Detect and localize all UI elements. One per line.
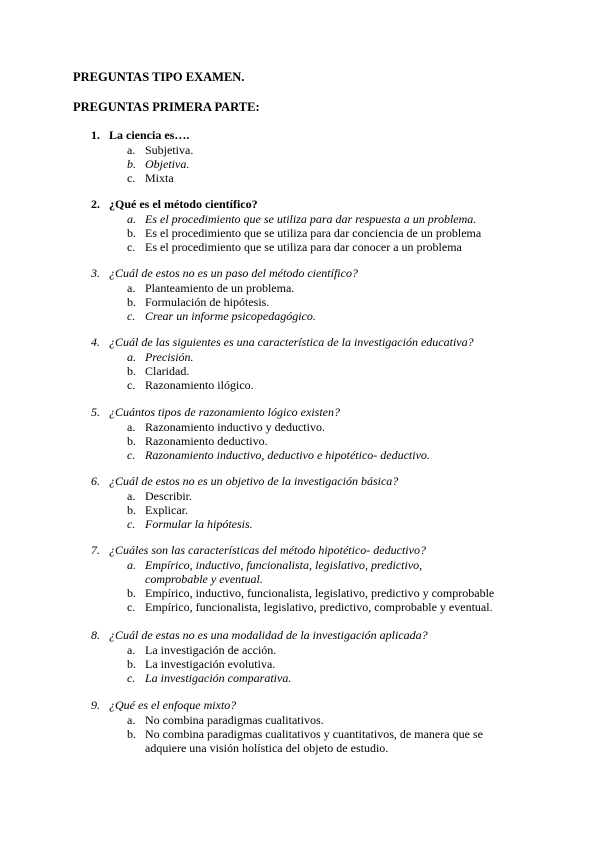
option-text: Planteamiento de un problema. (145, 281, 295, 295)
option-letter: b. (127, 157, 136, 171)
option-letter: a. (127, 281, 136, 295)
option-text: Es el procedimiento que se utiliza para dar respuesta a un problema. (145, 212, 477, 226)
question-number: 2. (91, 197, 100, 211)
option-text: Razonamiento inductivo, deductivo e hipotético- deductivo. (145, 448, 430, 462)
question-text: ¿Cuál de estas no es una modalidad de la investigación aplicada? (109, 628, 428, 642)
question-number: 4. (91, 335, 100, 349)
option-letter: b. (127, 364, 136, 378)
option-text: Crear un informe psicopedagógico. (145, 309, 316, 323)
option-letter: a. (127, 420, 136, 434)
option-text: Razonamiento inductivo y deductivo. (145, 420, 325, 434)
option-text: Razonamiento deductivo. (145, 434, 268, 448)
option-letter: c. (127, 309, 136, 323)
option-text: Precisión. (145, 350, 194, 364)
option-text: Formulación de hipótesis. (145, 295, 270, 309)
option-letter: c. (127, 240, 136, 254)
question-number: 3. (91, 266, 100, 280)
question-6 (0, 474, 600, 531)
section-title: PREGUNTAS PRIMERA PARTE: (73, 100, 260, 114)
question-text: ¿Cuáles son las características del método hipotético- deductivo? (109, 543, 426, 557)
question-3 (0, 266, 600, 323)
question-text: La ciencia es…. (109, 128, 190, 142)
option-text: Razonamiento ilógico. (145, 378, 254, 392)
page-title: PREGUNTAS TIPO EXAMEN. (73, 70, 245, 84)
option-letter: c. (127, 671, 136, 685)
option-letter: c. (127, 171, 136, 185)
option-letter: c. (127, 448, 136, 462)
option-letter: b. (127, 226, 136, 240)
option-letter: b. (127, 727, 136, 741)
option-letter: b. (127, 434, 136, 448)
option-letter: c. (127, 600, 136, 614)
option-letter: a. (127, 212, 136, 226)
option-text: Mixta (145, 171, 174, 185)
question-8 (0, 628, 600, 685)
option-text: Empírico, inductivo, funcionalista, legislativo, predictivo y comprobable (145, 586, 495, 600)
question-number: 5. (91, 405, 100, 419)
question-number: 9. (91, 698, 100, 712)
option-text: No combina paradigmas cualitativos. (145, 713, 324, 727)
option-letter: b. (127, 586, 136, 600)
question-9 (0, 698, 600, 755)
question-2 (0, 197, 600, 254)
option-text: Formular la hipótesis. (145, 517, 253, 531)
option-text: No combina paradigmas cualitativos y cuantitativos, de manera que se adquiere una visión holística del objeto de estudio. (145, 727, 483, 755)
option-text: Explicar. (145, 503, 188, 517)
option-letter: a. (127, 558, 136, 572)
question-number: 7. (91, 543, 100, 557)
option-letter: a. (127, 350, 136, 364)
question-text: ¿Cuál de estos no es un paso del método científico? (109, 266, 358, 280)
option-text: Empírico, funcionalista, legislativo, predictivo, comprobable y eventual. (145, 600, 493, 614)
option-text: Es el procedimiento que se utiliza para dar conocer a un problema (145, 240, 462, 254)
option-letter: a. (127, 143, 136, 157)
option-text: Es el procedimiento que se utiliza para dar conciencia de un problema (145, 226, 482, 240)
question-number: 8. (91, 628, 100, 642)
option-text: La investigación comparativa. (145, 671, 292, 685)
question-text: ¿Cuántos tipos de razonamiento lógico existen? (109, 405, 340, 419)
question-text: ¿Qué es el método científico? (109, 197, 258, 211)
question-5 (0, 405, 600, 462)
option-text: Claridad. (145, 364, 190, 378)
option-letter: a. (127, 713, 136, 727)
option-letter: b. (127, 295, 136, 309)
option-text: Objetiva. (145, 157, 190, 171)
question-number: 1. (91, 128, 100, 142)
question-4 (0, 335, 600, 392)
option-text: La investigación evolutiva. (145, 657, 276, 671)
option-letter: a. (127, 489, 136, 503)
question-number: 6. (91, 474, 100, 488)
question-1 (0, 128, 600, 185)
question-7 (0, 543, 600, 614)
option-text: La investigación de acción. (145, 643, 277, 657)
option-text: Describir. (145, 489, 192, 503)
question-text: ¿Cuál de estos no es un objetivo de la investigación básica? (109, 474, 399, 488)
option-letter: c. (127, 517, 136, 531)
question-text: ¿Qué es el enfoque mixto? (109, 698, 237, 712)
option-letter: c. (127, 378, 136, 392)
option-letter: b. (127, 657, 136, 671)
option-text: Empírico, inductivo, funcionalista, legislativo, predictivo, comprobable y eventual. (145, 558, 423, 586)
option-text: Subjetiva. (145, 143, 194, 157)
option-letter: a. (127, 643, 136, 657)
question-text: ¿Cuál de las siguientes es una característica de la investigación educativa? (109, 335, 474, 349)
option-letter: b. (127, 503, 136, 517)
